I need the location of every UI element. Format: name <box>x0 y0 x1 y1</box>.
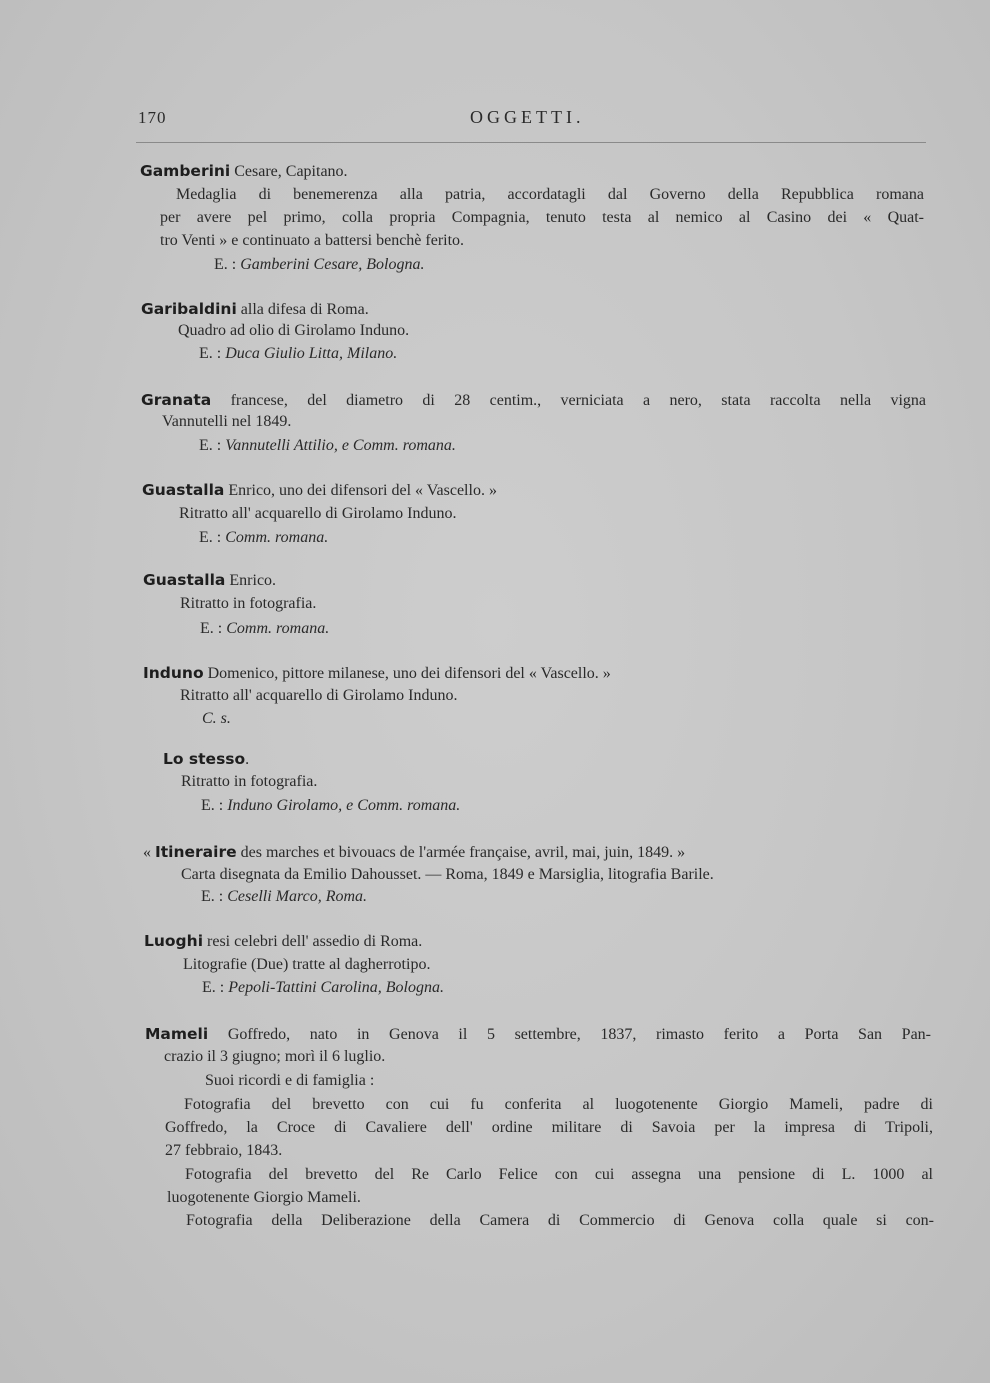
entry-luoghi-source <box>202 977 444 999</box>
entry-luoghi-heading <box>144 930 422 953</box>
header-rule <box>136 142 926 143</box>
entry-guastalla-2-line-1: Ritratto in fotografia. <box>180 595 317 612</box>
entry-lo-stesso-source <box>201 795 460 817</box>
entry-guastalla-line-1: Ritratto all' acquarello di Girolamo Induno. <box>179 505 457 522</box>
source-text: Duca Giulio Litta, Milano. <box>225 345 398 362</box>
entry-gamberini-heading <box>140 160 348 183</box>
entry-quote-open: « <box>143 844 155 861</box>
entry-guastalla-2-heading <box>143 569 276 592</box>
source-text: Vannutelli Attilio, e Comm. romana. <box>225 437 456 454</box>
entry-guastalla-heading <box>142 479 497 502</box>
entry-mameli-line-2: Suoi ricordi e di famiglia : <box>205 1072 375 1089</box>
entry-garibaldini-line-1: Quadro ad olio di Girolamo Induno. <box>178 322 410 339</box>
entry-heading-text: . <box>245 751 250 768</box>
entry-guastalla-2-source <box>200 618 329 640</box>
source-label: E. : <box>202 979 229 996</box>
entry-heading-text: Cesare, Capitano. <box>230 163 348 180</box>
source-text: Comm. romana. <box>226 620 330 637</box>
entry-guastalla-source <box>199 527 328 549</box>
entry-induno-heading <box>143 662 611 685</box>
source-label: E. : <box>199 529 226 546</box>
entry-heading-text: resi celebri dell' assedio di Roma. <box>203 933 423 950</box>
entry-mameli-line-4: Goffredo, la Croce di Cavaliere dell' ordine militare di Savoia per la impresa di Tripoli, <box>165 1119 933 1136</box>
entry-heading-text: des marches et bivouacs de l'armée française, avril, mai, juin, 1849. » <box>236 844 686 861</box>
entry-lemma: Induno <box>143 664 204 682</box>
entry-lemma: Guastalla <box>142 481 225 499</box>
entry-mameli-line-8: Fotografia della Deliberazione della Camera di Commercio di Genova colla quale si con- <box>186 1212 934 1229</box>
source-text: Gamberini Cesare, Bologna. <box>240 256 425 273</box>
entry-itineraire-heading <box>143 841 685 864</box>
entry-lemma: Itineraire <box>155 843 237 861</box>
source-label: E. : <box>214 256 241 273</box>
entry-mameli-heading <box>145 1023 931 1046</box>
entry-mameli-line-7: luogotenente Giorgio Mameli. <box>167 1189 361 1206</box>
entry-lemma: Mameli <box>145 1025 209 1043</box>
entry-luoghi-line-1: Litografie (Due) tratte al dagherrotipo. <box>183 956 431 973</box>
entry-mameli-line-5: 27 febbraio, 1843. <box>165 1142 283 1159</box>
source-text: Pepoli-Tattini Carolina, Bologna. <box>228 979 444 996</box>
source-label: E. : <box>199 437 226 454</box>
source-label: E. : <box>199 345 226 362</box>
entry-induno-source: C. s. <box>202 710 231 727</box>
entry-mameli-line-6: Fotografia del brevetto del Re Carlo Felice con cui assegna una pensione di L. 1000 al <box>185 1166 933 1183</box>
entry-heading-text: alla difesa di Roma. <box>236 301 369 318</box>
entry-lemma: Gamberini <box>140 162 231 180</box>
entry-gamberini-line-3: tro Venti » e continuato a battersi benchè ferito. <box>160 232 465 249</box>
entry-granata-source <box>199 435 456 457</box>
entry-mameli-line-3: Fotografia del brevetto con cui fu conferita al luogotenente Giorgio Mameli, padre di <box>184 1096 933 1113</box>
entry-granata-line-1: Vannutelli nel 1849. <box>162 413 292 430</box>
entry-itineraire-source <box>201 886 367 908</box>
source-text: Comm. romana. <box>225 529 329 546</box>
entry-garibaldini-source <box>199 343 397 365</box>
entry-gamberini-line-1: Medaglia di benemerenza alla patria, accordatagli dal Governo della Repubblica romana <box>176 186 924 203</box>
entry-gamberini-line-2: per avere pel primo, colla propria Compagnia, tenuto testa al nemico al Casino dei « Quat- <box>160 209 924 226</box>
entry-heading-text: Domenico, pittore milanese, uno dei difensori del « Vascello. » <box>203 665 611 682</box>
entry-induno-line-1: Ritratto all' acquarello di Girolamo Induno. <box>180 687 458 704</box>
running-title: OGGETTI. <box>470 107 585 127</box>
source-label: E. : <box>201 888 228 905</box>
entry-heading-text: Enrico. <box>225 572 277 589</box>
source-text: Ceselli Marco, Roma. <box>227 888 368 905</box>
entry-lo-stesso-line-1: Ritratto in fotografia. <box>181 773 318 790</box>
entry-lemma: Luoghi <box>144 932 204 950</box>
entry-itineraire-line-1: Carta disegnata da Emilio Dahousset. — Roma, 1849 e Marsiglia, litografia Barile. <box>181 866 714 883</box>
entry-heading-text: francese, del diametro di 28 centim., verniciata a nero, stata raccolta nella vigna <box>211 392 926 409</box>
entry-lemma: Granata <box>141 391 212 409</box>
entry-lemma: Guastalla <box>143 571 226 589</box>
entry-granata-heading <box>141 389 926 412</box>
entry-heading-text: Goffredo, nato in Genova il 5 settembre, 1837, rimasto ferito a Porta San Pan- <box>208 1026 931 1043</box>
entry-lemma: Lo stesso <box>163 750 246 768</box>
source-label: E. : <box>200 620 227 637</box>
entry-mameli-line-1: crazio il 3 giugno; morì il 6 luglio. <box>164 1048 386 1065</box>
page-number: 170 <box>138 108 167 127</box>
source-text: Induno Girolamo, e Comm. romana. <box>227 797 461 814</box>
entry-heading-text: Enrico, uno dei difensori del « Vascello. » <box>224 482 497 499</box>
entry-lo-stesso-heading <box>163 748 249 771</box>
entry-garibaldini-heading <box>141 298 369 321</box>
entry-gamberini-source <box>214 254 425 276</box>
entry-lemma: Garibaldini <box>141 300 237 318</box>
source-label: E. : <box>201 797 228 814</box>
